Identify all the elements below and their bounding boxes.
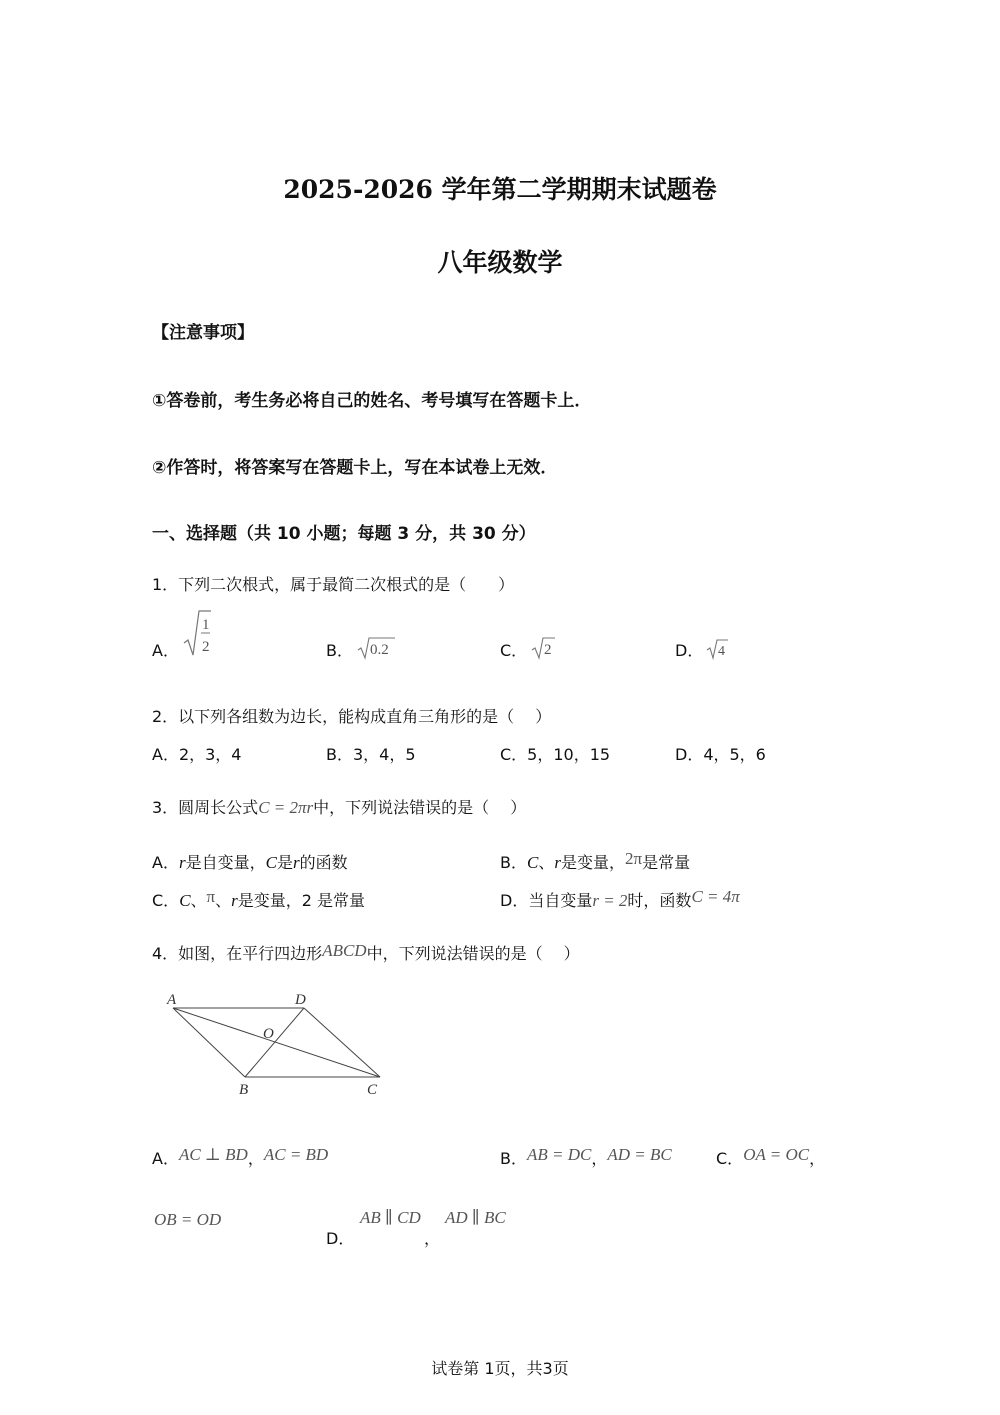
q3-b-text-3: 是常量 [642,853,691,872]
q1-option-a-label: A． [152,641,179,660]
q1-option-a-radical [183,609,213,659]
q4-b-sep: ， [591,1149,608,1168]
page-footer: 试卷第 1页，共3页 [431,1359,569,1378]
q3-c-text-3: 是变量，2 是常量 [237,891,366,910]
q3-b-text-2: 是变量， [560,853,625,872]
q4-c-expr-2: OB = OD [154,1210,222,1229]
q3-b-text-1: 、 [538,853,555,872]
question-4-stem [152,941,580,964]
exam-title: 2025-2026 学年第二学期期末试题卷 [283,175,717,204]
q4-a-sep: ， [247,1149,264,1168]
q3-c-var-r: r [231,891,238,910]
q3-a-var-r: r [178,853,186,872]
q1-c-radicand: 2 [544,642,552,658]
q3-c-pi: π [206,887,216,906]
q4-b-label: B． [500,1149,527,1168]
q2-option-c: C．5，10，15 [500,745,611,764]
q1-option-d-radical [706,638,730,660]
q3-option-d [500,888,740,911]
notes-item-2: ②作答时，将答案写在答题卡上，写在本试卷上无效． [152,458,558,478]
q2-option-a: A．2，3，4 [152,745,242,764]
q3-b-var-c: C [526,853,539,872]
q4-c-label: C． [716,1149,744,1168]
notes-item-1: ①答卷前，考生务必将自己的姓名、考号填写在答题卡上． [152,391,592,411]
q3-option-a [152,850,348,873]
parallelogram-figure [160,985,390,1100]
vertex-label-a: A [167,992,177,1008]
q4-a-expr-2: AC = BD [263,1145,329,1164]
q3-formula: C = 2πr [258,798,314,817]
side-dc [304,1008,380,1077]
q4-d-expr-1: AB ∥ CD [360,1208,421,1227]
q4-option-a [152,1146,328,1169]
q2-option-d: D．4，5，6 [675,745,766,764]
diagonal-ac [173,1008,380,1077]
q3-c-label: C． [152,891,180,910]
q3-a-text-2: 是 [276,853,293,872]
q1-option-c-label: C． [500,641,528,660]
q3-b-label: B． [500,853,527,872]
q4-c-expr-1: OA = OC [743,1145,810,1164]
q3-stem-prefix: 3．圆周长公式 [152,798,259,817]
q3-d-expr-2: C = 4π [691,887,740,906]
q4-a-expr-1: AC ⊥ BD [178,1145,248,1164]
q1-d-radicand: 4 [718,644,725,659]
q3-c-text-2: 、 [215,891,232,910]
q4-shape-name: ABCD [322,941,367,960]
q4-stem-suffix: 中，下列说法错误的是（ ） [366,944,580,963]
q1-option-b-label: B． [326,641,353,660]
q4-d-label: D． [326,1229,355,1248]
q1-option-d-label: D． [675,641,704,660]
q3-c-text-1: 、 [190,891,207,910]
q4-b-expr-1: AB = DC [526,1145,592,1164]
q1-option-c-radical [531,636,557,660]
q3-a-var-c: C [265,853,277,872]
q4-option-c [716,1146,825,1169]
q1-b-radicand: 0.2 [370,642,389,658]
q3-c-var-c: C [179,891,191,910]
q3-option-b [500,850,690,873]
notes-heading: 【注意事项】 [152,323,254,343]
q4-d-sep: ， [424,1229,441,1248]
q3-a-text-3: 的函数 [299,853,348,872]
q4-d-expr-2: AD ∥ BC [445,1208,506,1227]
question-2-stem: 2．以下列各组数为边长，能构成直角三角形的是（ ） [152,707,552,726]
q1-a-numerator: 1 [202,617,210,633]
vertex-label-b: B [239,1082,249,1098]
question-1-stem: 1．下列二次根式，属于最简二次根式的是（ ） [152,575,515,594]
exam-subtitle: 八年级数学 [437,248,563,277]
q4-option-b [500,1146,672,1169]
q3-a-var-r2: r [292,853,300,872]
q3-b-var-r: r [554,853,561,872]
q3-option-c [152,888,365,911]
q3-d-label: D．当自变量 [500,891,593,910]
diagonal-bd [245,1008,304,1077]
q4-b-expr-2: AD = BC [607,1145,672,1164]
q2-option-b: B．3，4，5 [326,745,416,764]
q3-a-text-1: 是自变量， [185,853,266,872]
q4-stem-prefix: 4．如图，在平行四边形 [152,944,323,963]
q1-option-b-radical [357,636,397,660]
center-label-o: O [263,1026,274,1042]
vertex-label-c: C [367,1082,378,1098]
q3-b-expr: 2π [624,849,643,868]
q4-a-label: A． [152,1149,179,1168]
question-3-stem [152,795,526,818]
q4-c-sep: ， [809,1149,826,1168]
q3-d-expr-1: r = 2 [592,891,628,910]
q1-a-denominator: 2 [202,639,210,655]
q3-a-label: A． [152,853,179,872]
q3-stem-suffix: 中，下列说法错误的是（ ） [313,798,527,817]
q3-d-text: 时，函数 [627,891,692,910]
section-heading: 一、选择题（共 10 小题；每题 3 分，共 30 分） [152,524,536,544]
vertex-label-d: D [295,992,306,1008]
side-ba [173,1008,245,1077]
